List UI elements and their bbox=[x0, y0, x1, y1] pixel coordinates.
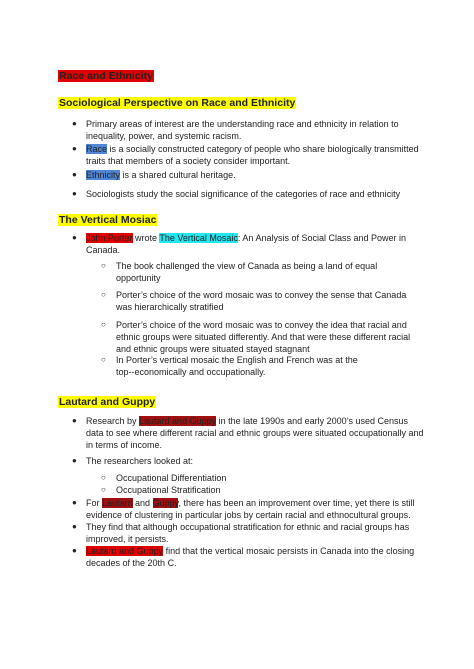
bullet-icon: ● bbox=[72, 189, 77, 198]
bullet-icon: ● bbox=[72, 144, 77, 153]
line bbox=[86, 143, 419, 155]
line-text: find that the vertical mosaic persists in Canada into the closing bbox=[163, 546, 415, 556]
line-text: Research by bbox=[86, 416, 140, 426]
line-text: For bbox=[86, 498, 103, 508]
line-text: wrote bbox=[132, 233, 160, 243]
sub-list-item bbox=[116, 354, 358, 378]
list-item bbox=[86, 143, 419, 167]
line: opportunity bbox=[116, 273, 161, 283]
section-title-race-ethnicity bbox=[58, 70, 154, 83]
circle-bullet-icon: ○ bbox=[101, 261, 106, 270]
circle-bullet-icon: ○ bbox=[101, 290, 106, 299]
circle-bullet-icon: ○ bbox=[101, 485, 106, 494]
names-lautard-guppy: Lautard and Guppy bbox=[86, 546, 164, 556]
line bbox=[86, 415, 424, 427]
line: Porter’s choice of the word mosaic was to convey the sense that Canada bbox=[116, 290, 407, 300]
bullet-icon: ● bbox=[72, 170, 77, 179]
list-item bbox=[86, 545, 414, 569]
name-lautard: Lautard bbox=[102, 498, 133, 508]
list-item bbox=[86, 497, 415, 521]
line: They find that although occupational stratification for ethnic and racial groups has bbox=[86, 522, 410, 532]
bullet-icon: ● bbox=[72, 416, 77, 425]
line: Porter’s choice of the word mosaic was to convey the idea that racial and bbox=[116, 320, 407, 330]
circle-bullet-icon: ○ bbox=[101, 355, 106, 364]
list-item bbox=[86, 169, 236, 181]
circle-bullet-icon: ○ bbox=[101, 473, 106, 482]
line-text: : An Analysis of Social Class and Power in bbox=[237, 233, 407, 243]
heading-text: Sociological Perspective on Race and Ethnicity bbox=[59, 97, 296, 109]
heading-vertical-mosiac bbox=[58, 214, 157, 227]
line: data to see where different racial and ethnic groups were situated occupationally and bbox=[86, 428, 424, 438]
circle-bullet-icon: ○ bbox=[101, 320, 106, 329]
line-text: , there has been an improvement over time, yet there is still bbox=[178, 498, 415, 508]
line bbox=[86, 232, 406, 244]
line bbox=[86, 545, 414, 557]
name-guppy: Guppy bbox=[152, 498, 179, 508]
line: Canada. bbox=[86, 245, 121, 255]
sub-list-item bbox=[116, 260, 377, 284]
list-item: The researchers looked at: bbox=[86, 456, 194, 466]
heading-text: The Vertical Mosiac bbox=[59, 214, 157, 226]
sub-list-item bbox=[116, 289, 406, 313]
bullet-icon: ● bbox=[72, 522, 77, 531]
line: Primary areas of interest are the understanding race and ethnicity in relation to bbox=[86, 119, 399, 129]
line: The book challenged the view of Canada as being a land of equal bbox=[116, 261, 378, 271]
line-text: in the late 1990s and early 2000’s used Census bbox=[216, 416, 409, 426]
list-item bbox=[86, 232, 406, 256]
heading-text: Lautard and Guppy bbox=[59, 396, 156, 408]
sub-list-item: Occupational Stratification bbox=[116, 485, 221, 495]
term-race: Race bbox=[86, 144, 108, 154]
list-item bbox=[86, 521, 409, 545]
line bbox=[86, 497, 415, 509]
bullet-icon: ● bbox=[72, 498, 77, 507]
list-item bbox=[86, 415, 424, 451]
line: inequality, power, and systemic racism. bbox=[86, 131, 242, 141]
list-item bbox=[86, 118, 399, 142]
line-text: is a socially constructed category of people who share biologically transmitted bbox=[107, 144, 419, 154]
line: was hierarchically stratified bbox=[116, 302, 224, 312]
bullet-icon: ● bbox=[72, 456, 77, 465]
line-text: is a shared cultural heritage. bbox=[120, 170, 236, 180]
sub-list-item bbox=[116, 319, 410, 355]
heading-sociological-perspective bbox=[58, 97, 296, 110]
bullet-icon: ● bbox=[72, 233, 77, 242]
book-title: The Vertical Mosaic bbox=[159, 233, 238, 243]
heading-lautard-guppy bbox=[58, 396, 156, 409]
name-john-porter: John Porter bbox=[86, 233, 133, 243]
sub-list-item: Occupational Differentiation bbox=[116, 473, 227, 483]
bullet-icon: ● bbox=[72, 546, 77, 555]
line: in terms of income. bbox=[86, 440, 163, 450]
line: and ethnic groups were situated stayed stagnant bbox=[116, 344, 310, 354]
list-item: Sociologists study the social significance of the categories of race and ethnicity bbox=[86, 189, 401, 199]
line: traits that members of a society consider important. bbox=[86, 156, 291, 166]
line: decades of the 20th C. bbox=[86, 558, 177, 568]
line-text: and bbox=[132, 498, 153, 508]
line: improved, it persists. bbox=[86, 534, 169, 544]
line: ethnic groups were situated differently. And that were these different racial bbox=[116, 332, 411, 342]
bullet-icon: ● bbox=[72, 119, 77, 128]
line: evidence of clustering in particular jobs by certain racial and ethnocultural groups. bbox=[86, 510, 411, 520]
line: top--economically and occupationally. bbox=[116, 367, 266, 377]
line: In Porter’s vertical mosaic the English and French was at the bbox=[116, 355, 358, 365]
names-lautard-guppy: Lautard and Guppy bbox=[139, 416, 217, 426]
term-ethnicity: Ethnicity bbox=[86, 170, 121, 180]
title-text: Race and Ethnicity bbox=[59, 70, 153, 82]
